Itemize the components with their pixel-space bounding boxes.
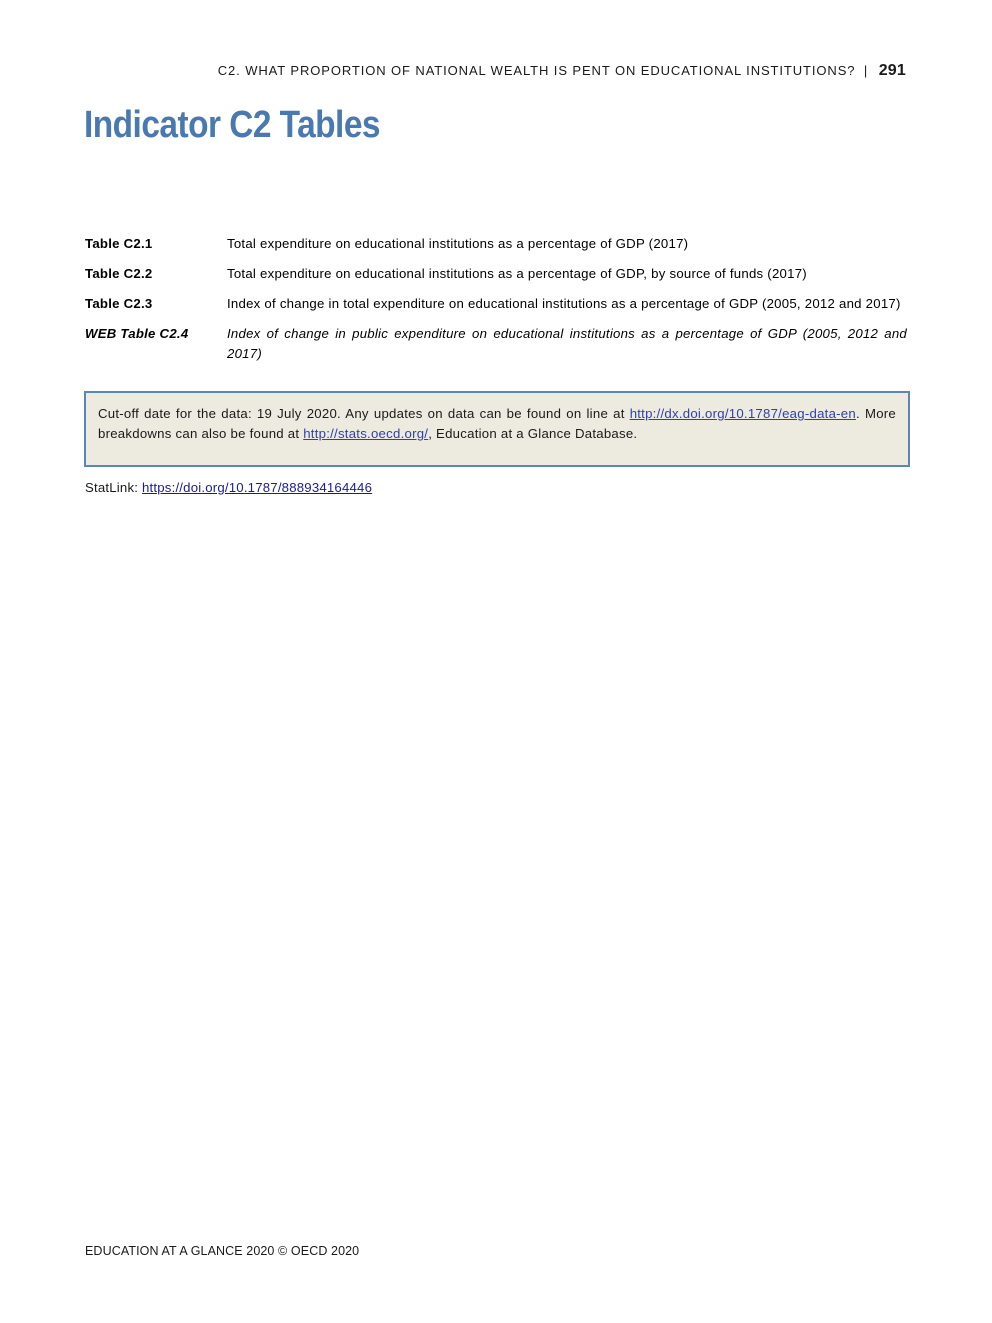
note-text-middle: . More breakdowns can also be found at <box>98 406 897 441</box>
table-code: Table C2.2 <box>85 266 153 281</box>
table-list-item <box>85 294 907 314</box>
eag-data-link[interactable]: http://dx.doi.org/10.1787/eag-data-en <box>629 406 856 421</box>
table-code: Table C2.3 <box>85 296 153 311</box>
table-list-item <box>85 234 907 254</box>
header-separator: | <box>863 63 869 78</box>
oecd-stats-link[interactable]: http://stats.oecd.org/ <box>303 426 429 441</box>
note-text-before: Cut-off date for the data: 19 July 2020. Any updates on data can be found on line at <box>98 406 630 421</box>
table-description: Total expenditure on educational institutions as a percentage of GDP (2017) <box>227 236 689 251</box>
running-header <box>218 62 906 80</box>
table-code: Table C2.1 <box>85 236 153 251</box>
table-description: Index of change in public expenditure on educational institutions as a percentage of GDP (2005, 2012 and 2017) <box>227 326 907 361</box>
table-description: Index of change in total expenditure on educational institutions as a percentage of GDP (2005, 2012 and 2017) <box>227 296 901 311</box>
statlink-url[interactable]: https://doi.org/10.1787/888934164446 <box>141 480 373 495</box>
page-number: 291 <box>878 62 906 79</box>
table-description: Total expenditure on educational institutions as a percentage of GDP, by source of funds (2017) <box>227 266 807 281</box>
cutoff-note-box <box>84 391 910 467</box>
note-text-after: , Education at a Glance Database. <box>428 426 638 441</box>
table-code: WEB Table C2.4 <box>85 326 189 341</box>
table-list-item-web <box>85 324 907 364</box>
statlink <box>85 478 372 498</box>
page-footer: EDUCATION AT A GLANCE 2020 © OECD 2020 <box>85 1244 360 1258</box>
table-list-item <box>85 264 907 284</box>
running-title: C2. WHAT PROPORTION OF NATIONAL WEALTH IS PENT ON EDUCATIONAL INSTITUTIONS? <box>217 63 856 78</box>
statlink-label: StatLink: <box>85 480 142 495</box>
table-list <box>85 234 907 374</box>
page-title: Indicator C2 Tables <box>84 104 380 146</box>
